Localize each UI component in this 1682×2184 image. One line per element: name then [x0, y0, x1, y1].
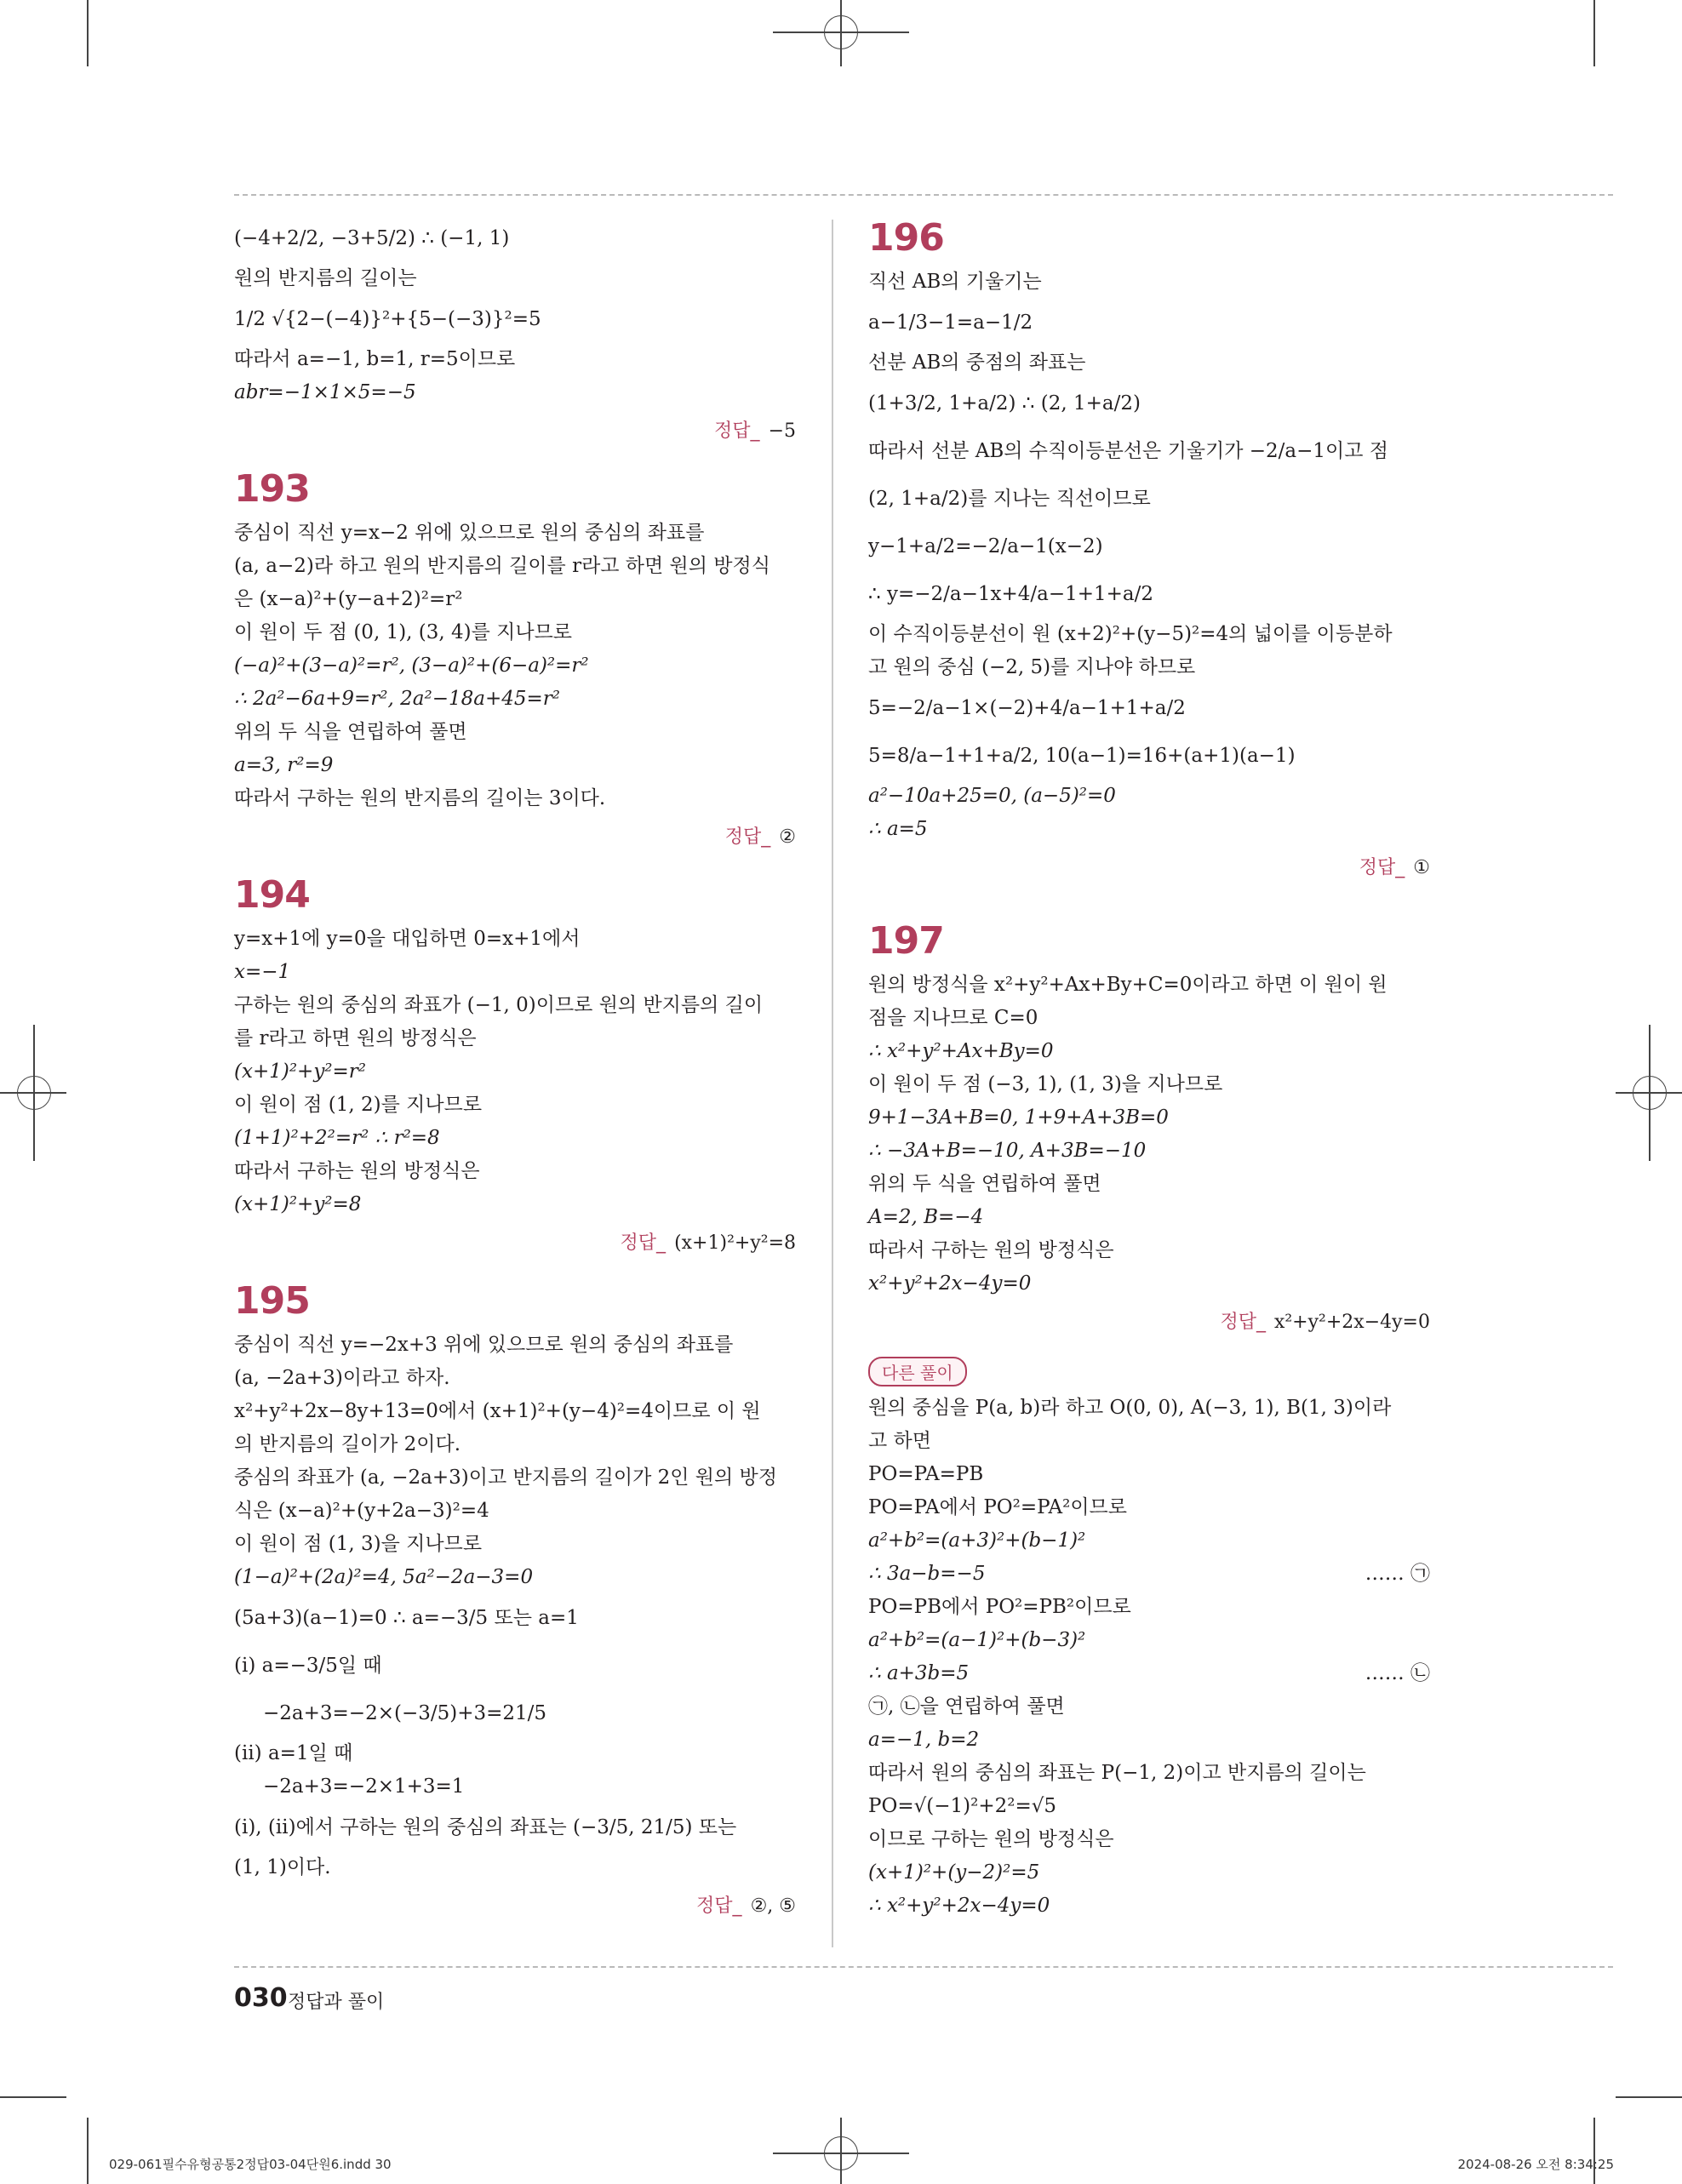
answer-value: x²+y²+2x−4y=0	[1273, 1312, 1430, 1333]
text-line: 중심이 직선 y=−2x+3 위에 있으므로 원의 중심의 좌표를	[234, 1334, 734, 1356]
text-line: (1+1)²+2²=r² ∴ r²=8	[234, 1127, 440, 1149]
text-line: 위의 두 식을 연립하여 풀면	[868, 1173, 1101, 1195]
text-line: ∴ 2a²−6a+9=r², 2a²−18a+45=r²	[234, 688, 560, 710]
registration-mark-left	[17, 1076, 51, 1110]
text-line: 따라서 구하는 원의 방정식은	[234, 1160, 480, 1182]
answer-row	[868, 853, 1430, 883]
text-line	[868, 1558, 1430, 1591]
text-line: (2, 1+a/2)를 지나는 직선이므로	[868, 488, 1151, 510]
text-line: x²+y²+2x−8y+13=0에서 (x+1)²+(y−4)²=4이므로 이 원	[234, 1400, 761, 1422]
text-line: 이 수직이등분선이 원 (x+2)²+(y−5)²=4의 넓이를 이등분하	[868, 623, 1393, 645]
text-line: a=−1, b=2	[868, 1729, 980, 1751]
text-line: 선분 AB의 중점의 좌표는	[868, 352, 1086, 374]
text-line: (1+3/2, 1+a/2) ∴ (2, 1+a/2)	[868, 392, 1141, 415]
text-line: a²+b²=(a−1)²+(b−3)²	[868, 1629, 1086, 1651]
text-line: (ⅱ) a=1일 때	[234, 1742, 353, 1764]
text-line: (x+1)²+y²=r²	[234, 1061, 367, 1083]
text-line: ∴ −3A+B=−10, A+3B=−10	[868, 1140, 1147, 1162]
answer-value: ②, ⑤	[750, 1895, 796, 1917]
text-line: ∴ x²+y²+2x−4y=0	[868, 1895, 1050, 1917]
text-line: (−4+2/2, −3+5/2) ∴ (−1, 1)	[234, 227, 510, 249]
text-line: (1, 1)이다.	[234, 1856, 331, 1878]
answer-label: 정답_	[1220, 1312, 1266, 1333]
slug-file: 029-061필수유형공통2정답03-04단원6.indd 30	[109, 2157, 392, 2172]
answer-row	[234, 1891, 796, 1922]
text-line: a−1/3−1=a−1/2	[868, 312, 1033, 334]
text-line: 원의 방정식을 x²+y²+Ax+By+C=0이라고 하면 이 원이 원	[868, 974, 1387, 996]
text-line: 중심이 직선 y=x−2 위에 있으므로 원의 중심의 좌표를	[234, 522, 705, 544]
page-footer-label: 정답과 풀이	[288, 1992, 385, 2013]
text-line: (x+1)²+y²=8	[234, 1193, 362, 1215]
equation-marker: …… ㉡	[1364, 1662, 1430, 1684]
text-line: 따라서 구하는 원의 반지름의 길이는 3이다.	[234, 787, 606, 809]
text-line: 고 하면	[868, 1430, 931, 1452]
text-line: A=2, B=−4	[868, 1206, 984, 1228]
registration-mark-right	[1633, 1076, 1667, 1110]
text-line: (ⅰ) a=−3/5일 때	[234, 1655, 382, 1677]
text-line: (a, −2a+3)이라고 하자.	[234, 1367, 450, 1389]
text-line: ∴ y=−2/a−1x+4/a−1+1+a/2	[868, 583, 1153, 605]
answer-value: −5	[768, 420, 796, 442]
text-line: (ⅰ), (ⅱ)에서 구하는 원의 중심의 좌표는 (−3/5, 21/5) 또는	[234, 1816, 737, 1838]
problem-number-194: 194	[234, 873, 310, 917]
text-line: (a, a−2)라 하고 원의 반지름의 길이를 r라고 하면 원의 방정식	[234, 555, 770, 577]
answer-value: ①	[1413, 857, 1430, 878]
text-line: 5=−2/a−1×(−2)+4/a−1+1+a/2	[868, 697, 1186, 719]
text-line: PO=PA에서 PO²=PA²이므로	[868, 1496, 1127, 1518]
answer-value: ②	[779, 826, 796, 848]
text-line: 9+1−3A+B=0, 1+9+A+3B=0	[868, 1106, 1169, 1129]
text-line: x=−1	[234, 961, 291, 983]
text-line: (−a)²+(3−a)²=r², (3−a)²+(6−a)²=r²	[234, 655, 589, 677]
text-line: 이 원이 두 점 (0, 1), (3, 4)를 지나므로	[234, 621, 573, 643]
text-line: 식은 (x−a)²+(y+2a−3)²=4	[234, 1500, 489, 1522]
text-line: 5=8/a−1+1+a/2, 10(a−1)=16+(a+1)(a−1)	[868, 745, 1296, 767]
text-line: PO=PB에서 PO²=PB²이므로	[868, 1596, 1131, 1618]
text-line: 따라서 구하는 원의 방정식은	[868, 1239, 1114, 1261]
text-line: y−1+a/2=−2/a−1(x−2)	[868, 535, 1103, 557]
text-line: 점을 지나므로 C=0	[868, 1007, 1038, 1029]
text-line: y=x+1에 y=0을 대입하면 0=x+1에서	[234, 928, 581, 950]
crop-mark	[1593, 2118, 1595, 2184]
problem-number-193: 193	[234, 467, 310, 511]
text-line: 따라서 선분 AB의 수직이등분선은 기울기가 −2/a−1이고 점	[868, 440, 1389, 462]
answer-label: 정답_	[714, 420, 760, 442]
answer-row	[868, 1307, 1430, 1338]
answer-value: (x+1)²+y²=8	[674, 1232, 796, 1254]
left-column	[234, 214, 796, 1929]
text-line	[868, 1657, 1430, 1690]
answer-row	[234, 1228, 796, 1259]
top-dashed-rule	[234, 194, 1613, 196]
text-line: (x+1)²+(y−2)²=5	[868, 1861, 1040, 1884]
crop-mark	[1593, 0, 1595, 66]
registration-mark-top	[824, 15, 858, 49]
text-line: PO=PA=PB	[868, 1463, 984, 1485]
text-line: 따라서 원의 중심의 좌표는 P(−1, 2)이고 반지름의 길이는	[868, 1762, 1366, 1784]
registration-mark-bottom	[824, 2136, 858, 2170]
slug-date: 2024-08-26 오전 8:34:25	[1457, 2157, 1614, 2172]
text-line: 따라서 a=−1, b=1, r=5이므로	[234, 348, 516, 370]
text-line: 위의 두 식을 연립하여 풀면	[234, 721, 467, 743]
text-line: 이 원이 두 점 (−3, 1), (1, 3)을 지나므로	[868, 1073, 1223, 1095]
column-divider	[832, 220, 833, 1947]
right-column	[868, 214, 1430, 1923]
text-line: a=3, r²=9	[234, 754, 334, 776]
text-line: x²+y²+2x−4y=0	[868, 1272, 1032, 1295]
text-line: a²+b²=(a+3)²+(b−1)²	[868, 1529, 1086, 1552]
text-line: −2a+3=−2×1+3=1	[263, 1775, 465, 1798]
equation: ∴ a+3b=5	[868, 1662, 970, 1684]
alt-solution-badge: 다른 풀이	[868, 1357, 967, 1386]
text-line: (1−a)²+(2a)²=4, 5a²−2a−3=0	[234, 1566, 534, 1588]
answer-row	[234, 416, 796, 447]
crop-mark	[0, 2096, 66, 2098]
text-line: 의 반지름의 길이가 2이다.	[234, 1433, 461, 1455]
text-line: a²−10a+25=0, (a−5)²=0	[868, 785, 1116, 807]
answer-label: 정답_	[696, 1895, 742, 1917]
equation: ∴ 3a−b=−5	[868, 1563, 986, 1585]
text-line: 구하는 원의 중심의 좌표가 (−1, 0)이므로 원의 반지름의 길이	[234, 994, 764, 1016]
text-line: ∴ a=5	[868, 818, 928, 840]
text-line: 이 원이 점 (1, 2)를 지나므로	[234, 1094, 483, 1116]
crop-mark	[1616, 2096, 1682, 2098]
bottom-dashed-rule	[234, 1966, 1613, 1968]
text-line: 이 원이 점 (1, 3)을 지나므로	[234, 1533, 483, 1555]
text-line: ∴ x²+y²+Ax+By=0	[868, 1040, 1054, 1062]
text-line: 를 r라고 하면 원의 방정식은	[234, 1027, 477, 1049]
answer-label: 정답_	[724, 826, 771, 848]
page-number: 030	[234, 1983, 288, 2013]
text-line: PO=√(−1)²+2²=√5	[868, 1795, 1057, 1817]
text-line: abr=−1×1×5=−5	[234, 381, 416, 403]
equation-marker: …… ㉠	[1364, 1563, 1430, 1585]
answer-label: 정답_	[620, 1232, 667, 1254]
text-line: −2a+3=−2×(−3/5)+3=21/5	[263, 1702, 547, 1724]
text-line: ㉠, ㉡을 연립하여 풀면	[868, 1695, 1065, 1718]
text-line: (5a+3)(a−1)=0 ∴ a=−3/5 또는 a=1	[234, 1607, 579, 1629]
problem-number-196: 196	[868, 216, 944, 260]
text-line: 고 원의 중심 (−2, 5)를 지나야 하므로	[868, 656, 1196, 678]
text-line: 중심의 좌표가 (a, −2a+3)이고 반지름의 길이가 2인 원의 방정	[234, 1466, 777, 1489]
text-line: 직선 AB의 기울기는	[868, 271, 1042, 293]
crop-mark	[87, 0, 89, 66]
text-line: 1/2 √{2−(−4)}²+{5−(−3)}²=5	[234, 308, 541, 330]
answer-label: 정답_	[1359, 857, 1405, 878]
problem-number-195: 195	[234, 1279, 310, 1323]
problem-number-197: 197	[868, 919, 944, 963]
text-line: 원의 중심을 P(a, b)라 하고 O(0, 0), A(−3, 1), B(1, 3)이라	[868, 1397, 1392, 1419]
answer-row	[234, 822, 796, 853]
crop-mark	[87, 2118, 89, 2184]
text-line: 이므로 구하는 원의 방정식은	[868, 1828, 1114, 1850]
text-line: 원의 반지름의 길이는	[234, 267, 417, 289]
text-line: 은 (x−a)²+(y−a+2)²=r²	[234, 588, 463, 610]
